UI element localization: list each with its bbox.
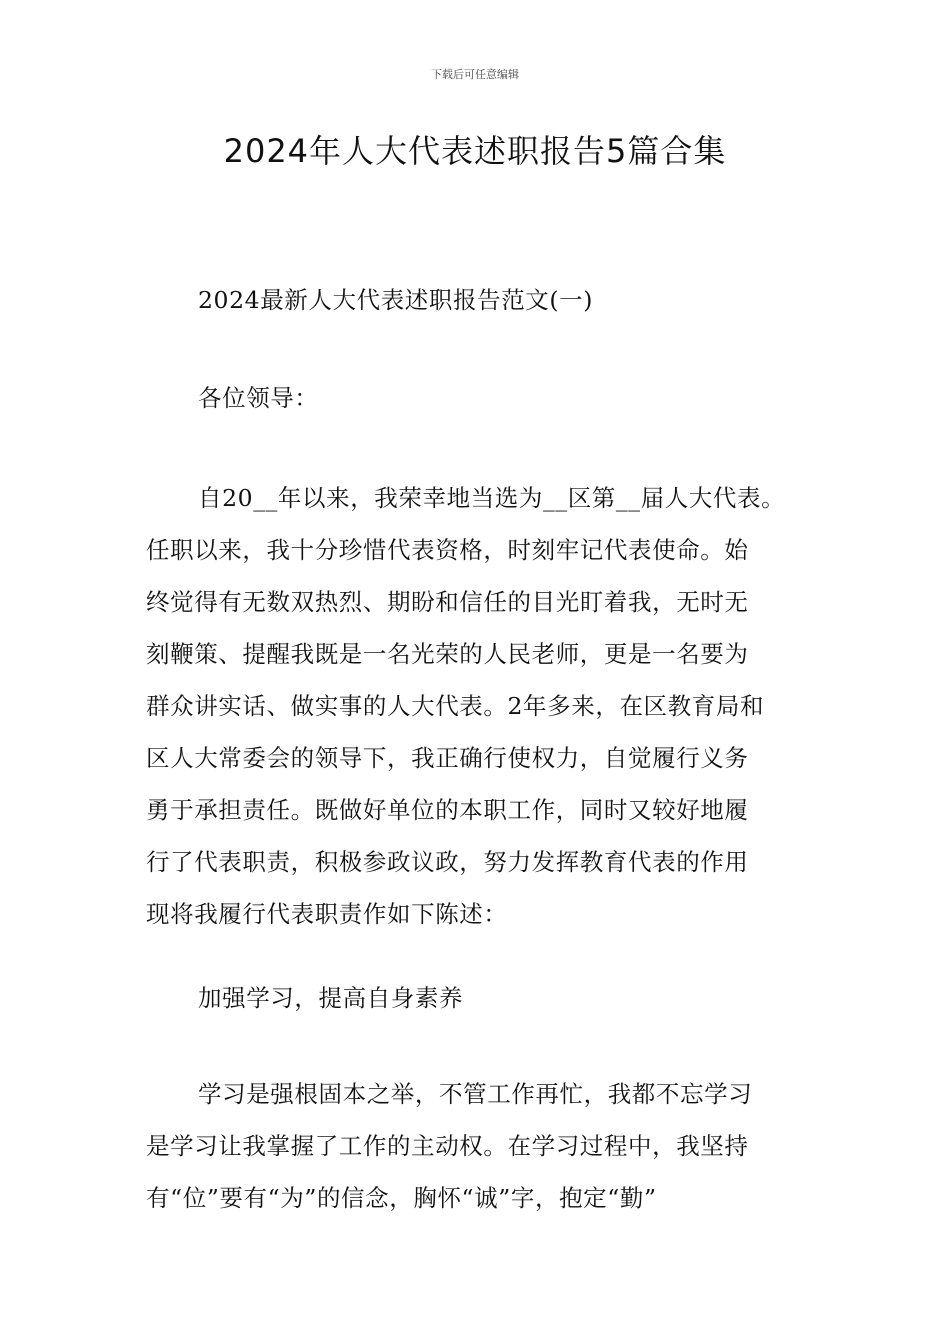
paragraph-line: 是学习让我掌握了工作的主动权。在学习过程中，我坚持 [146,1132,749,1160]
paragraph-line: 区人大常委会的领导下，我正确行使权力，自觉履行义务 [146,744,749,772]
paragraph-line: 学习是强根固本之举，不管工作再忙，我都不忘学习 [198,1080,753,1108]
paragraph-line: 勇于承担责任。既做好单位的本职工作，同时又较好地履 [146,796,749,824]
paragraph-line: 任职以来，我十分珍惜代表资格，时刻牢记代表使命。始 [146,536,749,564]
paragraph-1 [146,472,818,940]
paragraph-line: 行了代表职责，积极参政议政，努力发挥教育代表的作用 [146,848,749,876]
paragraph-line: 现将我履行代表职责作如下陈述： [146,900,508,928]
paragraph-line: 刻鞭策、提醒我既是一名光荣的人民老师，更是一名要为 [146,640,749,668]
paragraph-2 [146,1068,818,1224]
subheading [146,972,818,1024]
salutation [146,372,818,424]
subheading-text: 加强学习，提高自身素养 [198,984,464,1012]
paragraph-line: 自20__年以来，我荣幸地当选为__区第__届人大代表。 [198,484,786,512]
paragraph-line: 终觉得有无数双热烈、期盼和信任的目光盯着我，无时无 [146,588,749,616]
document-title: 2024年人大代表述职报告5篇合集 [223,132,727,170]
header-note: 下载后可任意编辑 [431,68,519,81]
section-heading [146,274,818,326]
paragraph-line: 有“位”要有“为”的信念，胸怀“诚”字，抱定“勤” [146,1184,657,1212]
salutation-text: 各位领导： [198,384,319,412]
section-heading-text: 2024最新人大代表述职报告范文(一) [198,286,594,314]
paragraph-line: 群众讲实话、做实事的人大代表。2年多来，在区教育局和 [146,692,765,720]
